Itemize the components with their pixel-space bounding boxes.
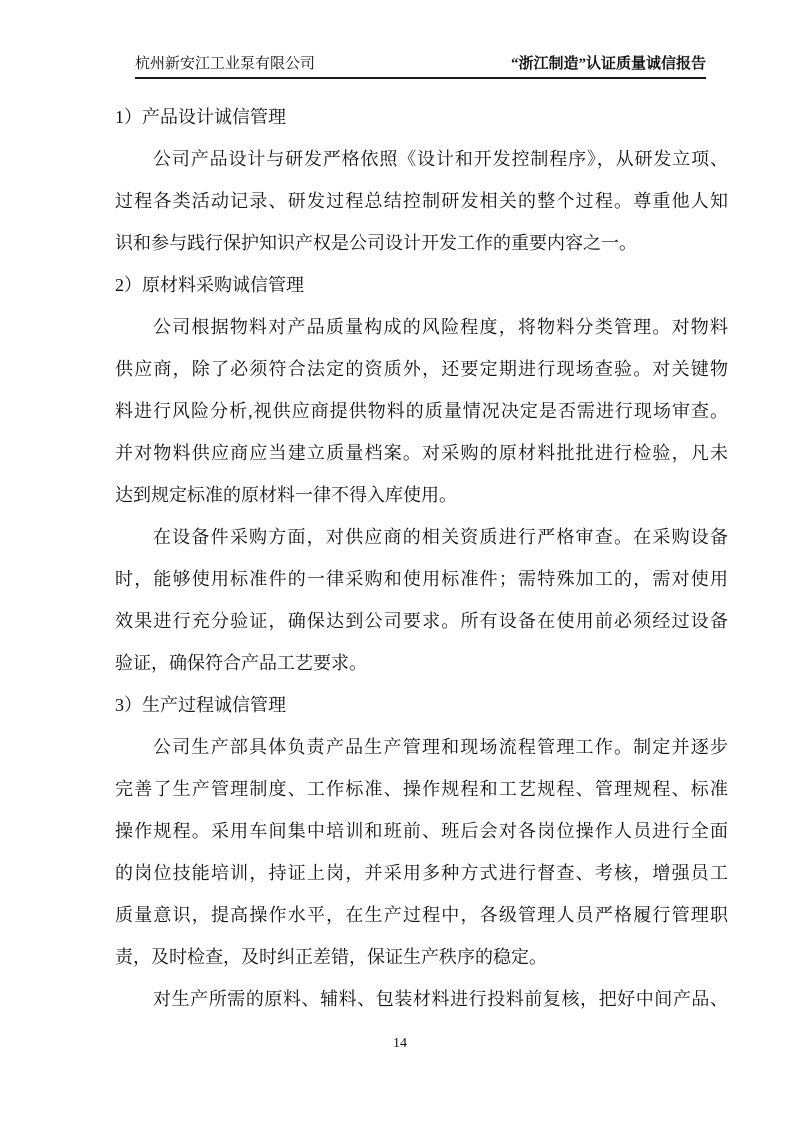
text-line: 的岗位技能培训，持证上岗，并采用多种方式进行督查、考核，增强员工 [115, 863, 728, 883]
text-line: 并对物料供应商应当建立质量档案。对采购的原材料批批进行检验，凡未 [115, 443, 728, 463]
text-line: 过程各类活动记录、研发过程总结控制研发相关的整个过程。尊重他人知 [115, 191, 728, 211]
text-line: 公司生产部具体负责产品生产管理和现场流程管理工作。制定并逐步 [153, 737, 728, 757]
page-header [135, 55, 706, 79]
text-line: 识和参与践行保护知识产权是公司设计开发工作的重要内容之一。 [115, 233, 637, 253]
text-line: 3）生产过程诚信管理 [115, 695, 286, 715]
text-line: 2）原材料采购诚信管理 [115, 275, 304, 295]
text-line: 责，及时检查，及时纠正差错，保证生产秩序的稳定。 [115, 947, 547, 967]
text-line: 达到规定标准的原材料一律不得入库使用。 [115, 485, 457, 505]
text-line: 料进行风险分析,视供应商提供物料的质量情况决定是否需进行现场审查。 [115, 401, 728, 421]
text-line: 在设备件采购方面，对供应商的相关资质进行严格审查。在采购设备 [153, 527, 728, 547]
text-line: 1）产品设计诚信管理 [115, 107, 286, 127]
text-line: 供应商，除了必须符合法定的资质外，还要定期进行现场查验。对关键物 [115, 359, 728, 379]
text-line: 公司产品设计与研发严格依照《设计和开发控制程序》，从研发立项、 [153, 149, 728, 169]
header-report-title: “浙江制造”认证质量诚信报告 [510, 56, 706, 72]
page-footer [0, 1036, 800, 1052]
header-company-name: 杭州新安江工业泵有限公司 [135, 56, 316, 72]
text-line: 对生产所需的原料、辅料、包装材料进行投料前复核，把好中间产品、 [153, 989, 728, 1009]
document-body [115, 96, 728, 1020]
text-line: 质量意识，提高操作水平，在生产过程中，各级管理人员严格履行管理职 [115, 905, 728, 925]
text-line: 公司根据物料对产品质量构成的风险程度，将物料分类管理。对物料 [153, 317, 728, 337]
text-line: 完善了生产管理制度、工作标准、操作规程和工艺规程、管理规程、标准 [115, 779, 728, 799]
page-number: 14 [393, 1036, 407, 1051]
text-line: 时，能够使用标准件的一律采购和使用标准件；需特殊加工的，需对使用 [115, 569, 728, 589]
text-line: 操作规程。采用车间集中培训和班前、班后会对各岗位操作人员进行全面 [115, 821, 728, 841]
text-line: 验证，确保符合产品工艺要求。 [115, 653, 367, 673]
text-line: 效果进行充分验证，确保达到公司要求。所有设备在使用前必须经过设备 [115, 611, 728, 631]
